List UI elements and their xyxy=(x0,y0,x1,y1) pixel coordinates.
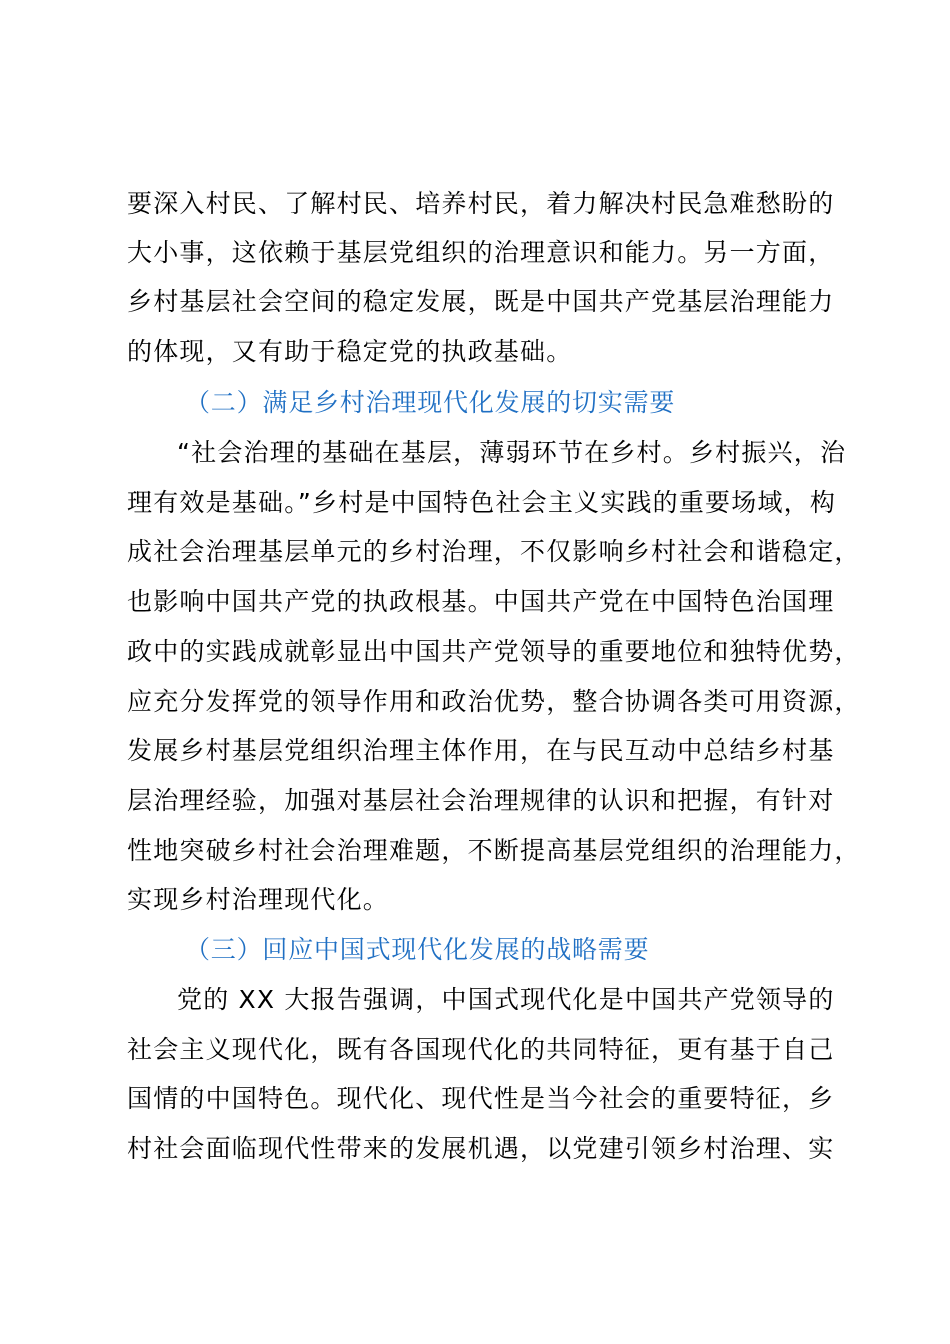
paragraph-line: 性地突破乡村社会治理难题，不断提高基层党组织的治理能力， xyxy=(127,836,861,865)
paragraph-line: 应充分发挥党的领导作用和政治优势，整合协调各类可用资源， xyxy=(127,687,861,716)
paragraph-line: 成社会治理基层单元的乡村治理，不仅影响乡村社会和谐稳定， xyxy=(127,537,861,566)
paragraph-line: “社会治理的基础在基层，薄弱环节在乡村。乡村振兴，治 xyxy=(177,438,847,467)
paragraph-line: 大小事，这依赖于基层党组织的治理意识和能力。另一方面， xyxy=(127,238,835,267)
section-heading-2: （二）满足乡村治理现代化发展的切实需要 xyxy=(185,388,676,417)
paragraph-line: 也影响中国共产党的执政根基。中国共产党在中国特色治国理 xyxy=(127,587,835,616)
paragraph-line: 政中的实践成就彰显出中国共产党领导的重要地位和独特优势， xyxy=(127,637,861,666)
paragraph-line: 党的 XX 大报告强调，中国式现代化是中国共产党领导的 xyxy=(177,985,835,1014)
paragraph-line: 理有效是基础。”乡村是中国特色社会主义实践的重要场域，构 xyxy=(127,488,837,517)
paragraph-line: 社会主义现代化，既有各国现代化的共同特征，更有基于自己 xyxy=(127,1035,835,1064)
paragraph-line: 的体现，又有助于稳定党的执政基础。 xyxy=(127,337,573,366)
section-heading-3: （三）回应中国式现代化发展的战略需要 xyxy=(185,935,650,964)
paragraph-line: 层治理经验，加强对基层社会治理规律的认识和把握，有针对 xyxy=(127,786,835,815)
paragraph-line: 要深入村民、了解村民、培养村民，着力解决村民急难愁盼的 xyxy=(127,189,835,218)
paragraph-line: 村社会面临现代性带来的发展机遇，以党建引领乡村治理、实 xyxy=(127,1134,835,1163)
paragraph-line: 国情的中国特色。现代化、现代性是当今社会的重要特征，乡 xyxy=(127,1084,835,1113)
paragraph-line: 实现乡村治理现代化。 xyxy=(127,885,390,914)
paragraph-line: 发展乡村基层党组织治理主体作用，在与民互动中总结乡村基 xyxy=(127,736,835,765)
paragraph-line: 乡村基层社会空间的稳定发展，既是中国共产党基层治理能力 xyxy=(127,287,835,316)
